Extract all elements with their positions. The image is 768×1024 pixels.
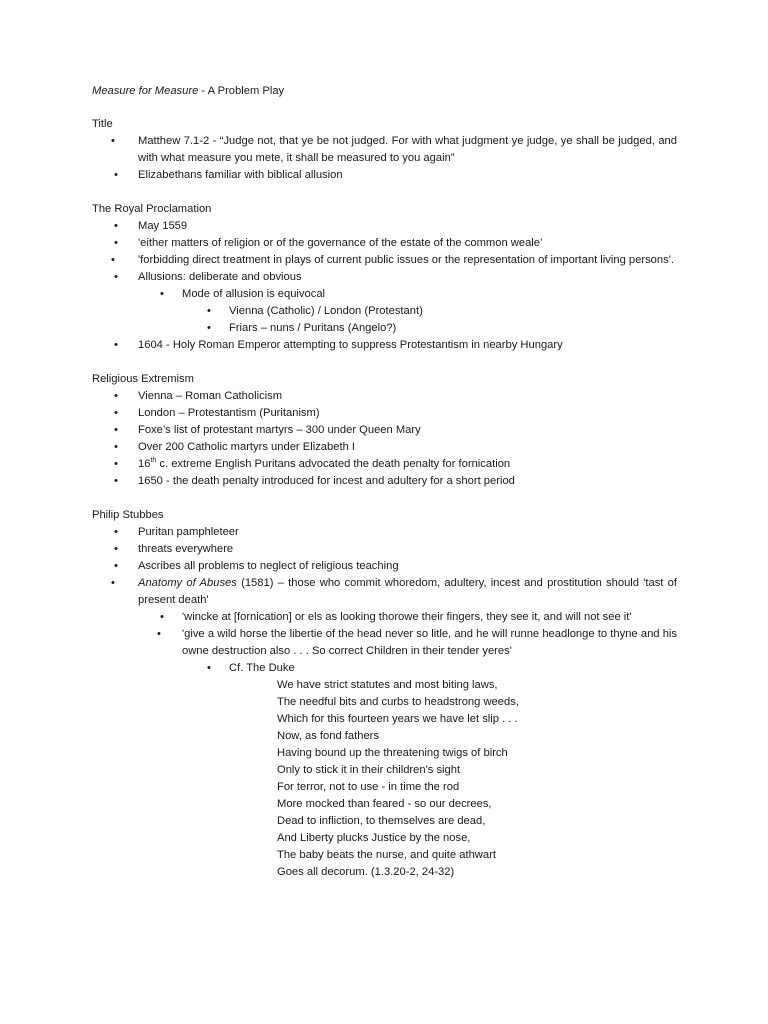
list-item <box>92 575 677 609</box>
century-suffix: th <box>150 457 157 464</box>
document-title <box>92 82 677 100</box>
list-item-text: Matthew 7.1-2 - “Judge not, that ye be not judged. For with what judgment ye judge, ye shall be judged, and with what measure you mete, it shall be measured to you again” <box>138 135 677 164</box>
bullet-icon: • <box>114 169 118 181</box>
list-item-text: Mode of allusion is equivocal <box>182 288 326 300</box>
list-item <box>92 269 677 286</box>
list-item-text: Ascribes all problems to neglect of religious teaching <box>138 560 399 572</box>
list-item <box>92 456 677 473</box>
list-item-text: c. extreme English Puritans advocated the death penalty for fornication <box>156 458 511 470</box>
list-item-text: May 1559 <box>138 220 188 232</box>
verse-line: Now, as fond fathers <box>277 730 379 742</box>
section-heading-proclamation: The Royal Proclamation <box>92 203 212 215</box>
bullet-icon: • <box>207 662 211 674</box>
bullet-icon: • <box>207 322 211 334</box>
verse-line: The baby beats the nurse, and quite athwart <box>277 849 496 861</box>
bullet-icon: • <box>114 475 118 487</box>
title-list <box>92 133 677 184</box>
list-item-text: Friars – nuns / Puritans (Angelo?) <box>229 322 397 334</box>
list-item-text: 'forbidding direct treatment in plays of current public issues or the representation of important living persons'. <box>138 254 674 266</box>
list-item <box>92 337 677 354</box>
list-item-text: Vienna (Catholic) / London (Protestant) <box>229 305 423 317</box>
bullet-icon: • <box>111 254 115 266</box>
list-item-text: Vienna – Roman Catholicism <box>138 390 283 402</box>
bullet-icon: • <box>114 543 118 555</box>
anatomy-title: Anatomy of Abuses <box>138 577 237 589</box>
list-item-sub <box>92 286 677 303</box>
list-item-text: Puritan pamphleteer <box>138 526 239 538</box>
list-item <box>92 388 677 405</box>
list-item-text: 'either matters of religion or of the governance of the estate of the common weale’ <box>138 237 543 249</box>
bullet-icon: • <box>114 220 118 232</box>
list-item <box>92 252 677 269</box>
list-item <box>92 167 677 184</box>
verse-line: The needful bits and curbs to headstrong weeds, <box>277 696 519 708</box>
list-item-text: Foxe’s list of protestant martyrs – 300 under Queen Mary <box>138 424 421 436</box>
section-heading-stubbes: Philip Stubbes <box>92 509 164 521</box>
spacer <box>92 354 677 371</box>
list-item-sub <box>92 609 677 626</box>
title-play-name: Measure for Measure <box>92 85 199 97</box>
bullet-icon: • <box>114 339 118 351</box>
bullet-icon: • <box>157 628 161 640</box>
list-item <box>92 473 677 490</box>
list-item-text: (1581) – those who commit whoredom, adultery, incest and prostitution should 'tast of present death' <box>138 577 677 606</box>
list-item-text: 'give a wild horse the libertie of the head never so litle, and he will runne headlonge to thyne and his owne destruction also . . . So correct Children in their tender yeres' <box>182 628 677 657</box>
bullet-icon: • <box>114 271 118 283</box>
proclamation-list <box>92 218 677 354</box>
verse-line: Only to stick it in their children's sight <box>277 764 461 776</box>
list-item <box>92 218 677 235</box>
verse-line: And Liberty plucks Justice by the nose, <box>277 832 471 844</box>
verse-line: Which for this fourteen years we have let slip . . . <box>277 713 518 725</box>
spacer <box>92 184 677 201</box>
list-item <box>92 235 677 252</box>
bullet-icon: • <box>207 305 211 317</box>
list-item <box>92 405 677 422</box>
document-page <box>92 82 677 881</box>
bullet-icon: • <box>114 526 118 538</box>
verse-line: We have strict statutes and most biting laws, <box>277 679 498 691</box>
spacer <box>92 490 677 507</box>
list-item-sub <box>92 626 677 660</box>
bullet-icon: • <box>114 237 118 249</box>
list-item-text: Allusions: deliberate and obvious <box>138 271 302 283</box>
list-item-text: Over 200 Catholic martyrs under Elizabeth I <box>138 441 356 453</box>
list-item-subsub <box>92 660 677 677</box>
section-heading-extremism: Religious Extremism <box>92 373 194 385</box>
bullet-icon: • <box>160 288 164 300</box>
bullet-icon: • <box>114 407 118 419</box>
list-item <box>92 439 677 456</box>
list-item-text: 1604 - Holy Roman Emperor attempting to suppress Protestantism in nearby Hungary <box>138 339 563 351</box>
list-item <box>92 558 677 575</box>
list-item-text: London – Protestantism (Puritanism) <box>138 407 320 419</box>
list-item-text: 'wincke at [fornication] or els as looking thorowe their fingers, they see it, and will not see it' <box>182 611 632 623</box>
list-item-text: threats everywhere <box>138 543 234 555</box>
list-item <box>92 524 677 541</box>
verse-line: Dead to infliction, to themselves are dead, <box>277 815 486 827</box>
bullet-icon: • <box>111 577 115 589</box>
stubbes-list <box>92 524 677 677</box>
list-item-subsub <box>92 320 677 337</box>
verse-quotation <box>92 677 677 881</box>
verse-line: Goes all decorum. (1.3.20-2, 24-32) <box>277 866 455 878</box>
bullet-icon: • <box>114 424 118 436</box>
bullet-icon: • <box>114 441 118 453</box>
bullet-icon: • <box>160 611 164 623</box>
list-item-text: 1650 - the death penalty introduced for incest and adultery for a short period <box>138 475 515 487</box>
section-heading-title: Title <box>92 118 113 130</box>
bullet-icon: • <box>114 390 118 402</box>
list-item-subsub <box>92 303 677 320</box>
list-item <box>92 422 677 439</box>
verse-line: For terror, not to use - in time the rod <box>277 781 460 793</box>
bullet-icon: • <box>111 135 115 147</box>
bullet-icon: • <box>114 458 118 470</box>
list-item-text: Elizabethans familiar with biblical allusion <box>138 169 343 181</box>
century-number: 16 <box>138 458 151 470</box>
title-subtitle: - A Problem Play <box>198 85 285 97</box>
list-item <box>92 133 677 167</box>
verse-line: Having bound up the threatening twigs of birch <box>277 747 508 759</box>
verse-line: More mocked than feared - so our decrees, <box>277 798 492 810</box>
list-item-text: Cf. The Duke <box>229 662 295 674</box>
list-item <box>92 541 677 558</box>
extremism-list <box>92 388 677 490</box>
bullet-icon: • <box>114 560 118 572</box>
